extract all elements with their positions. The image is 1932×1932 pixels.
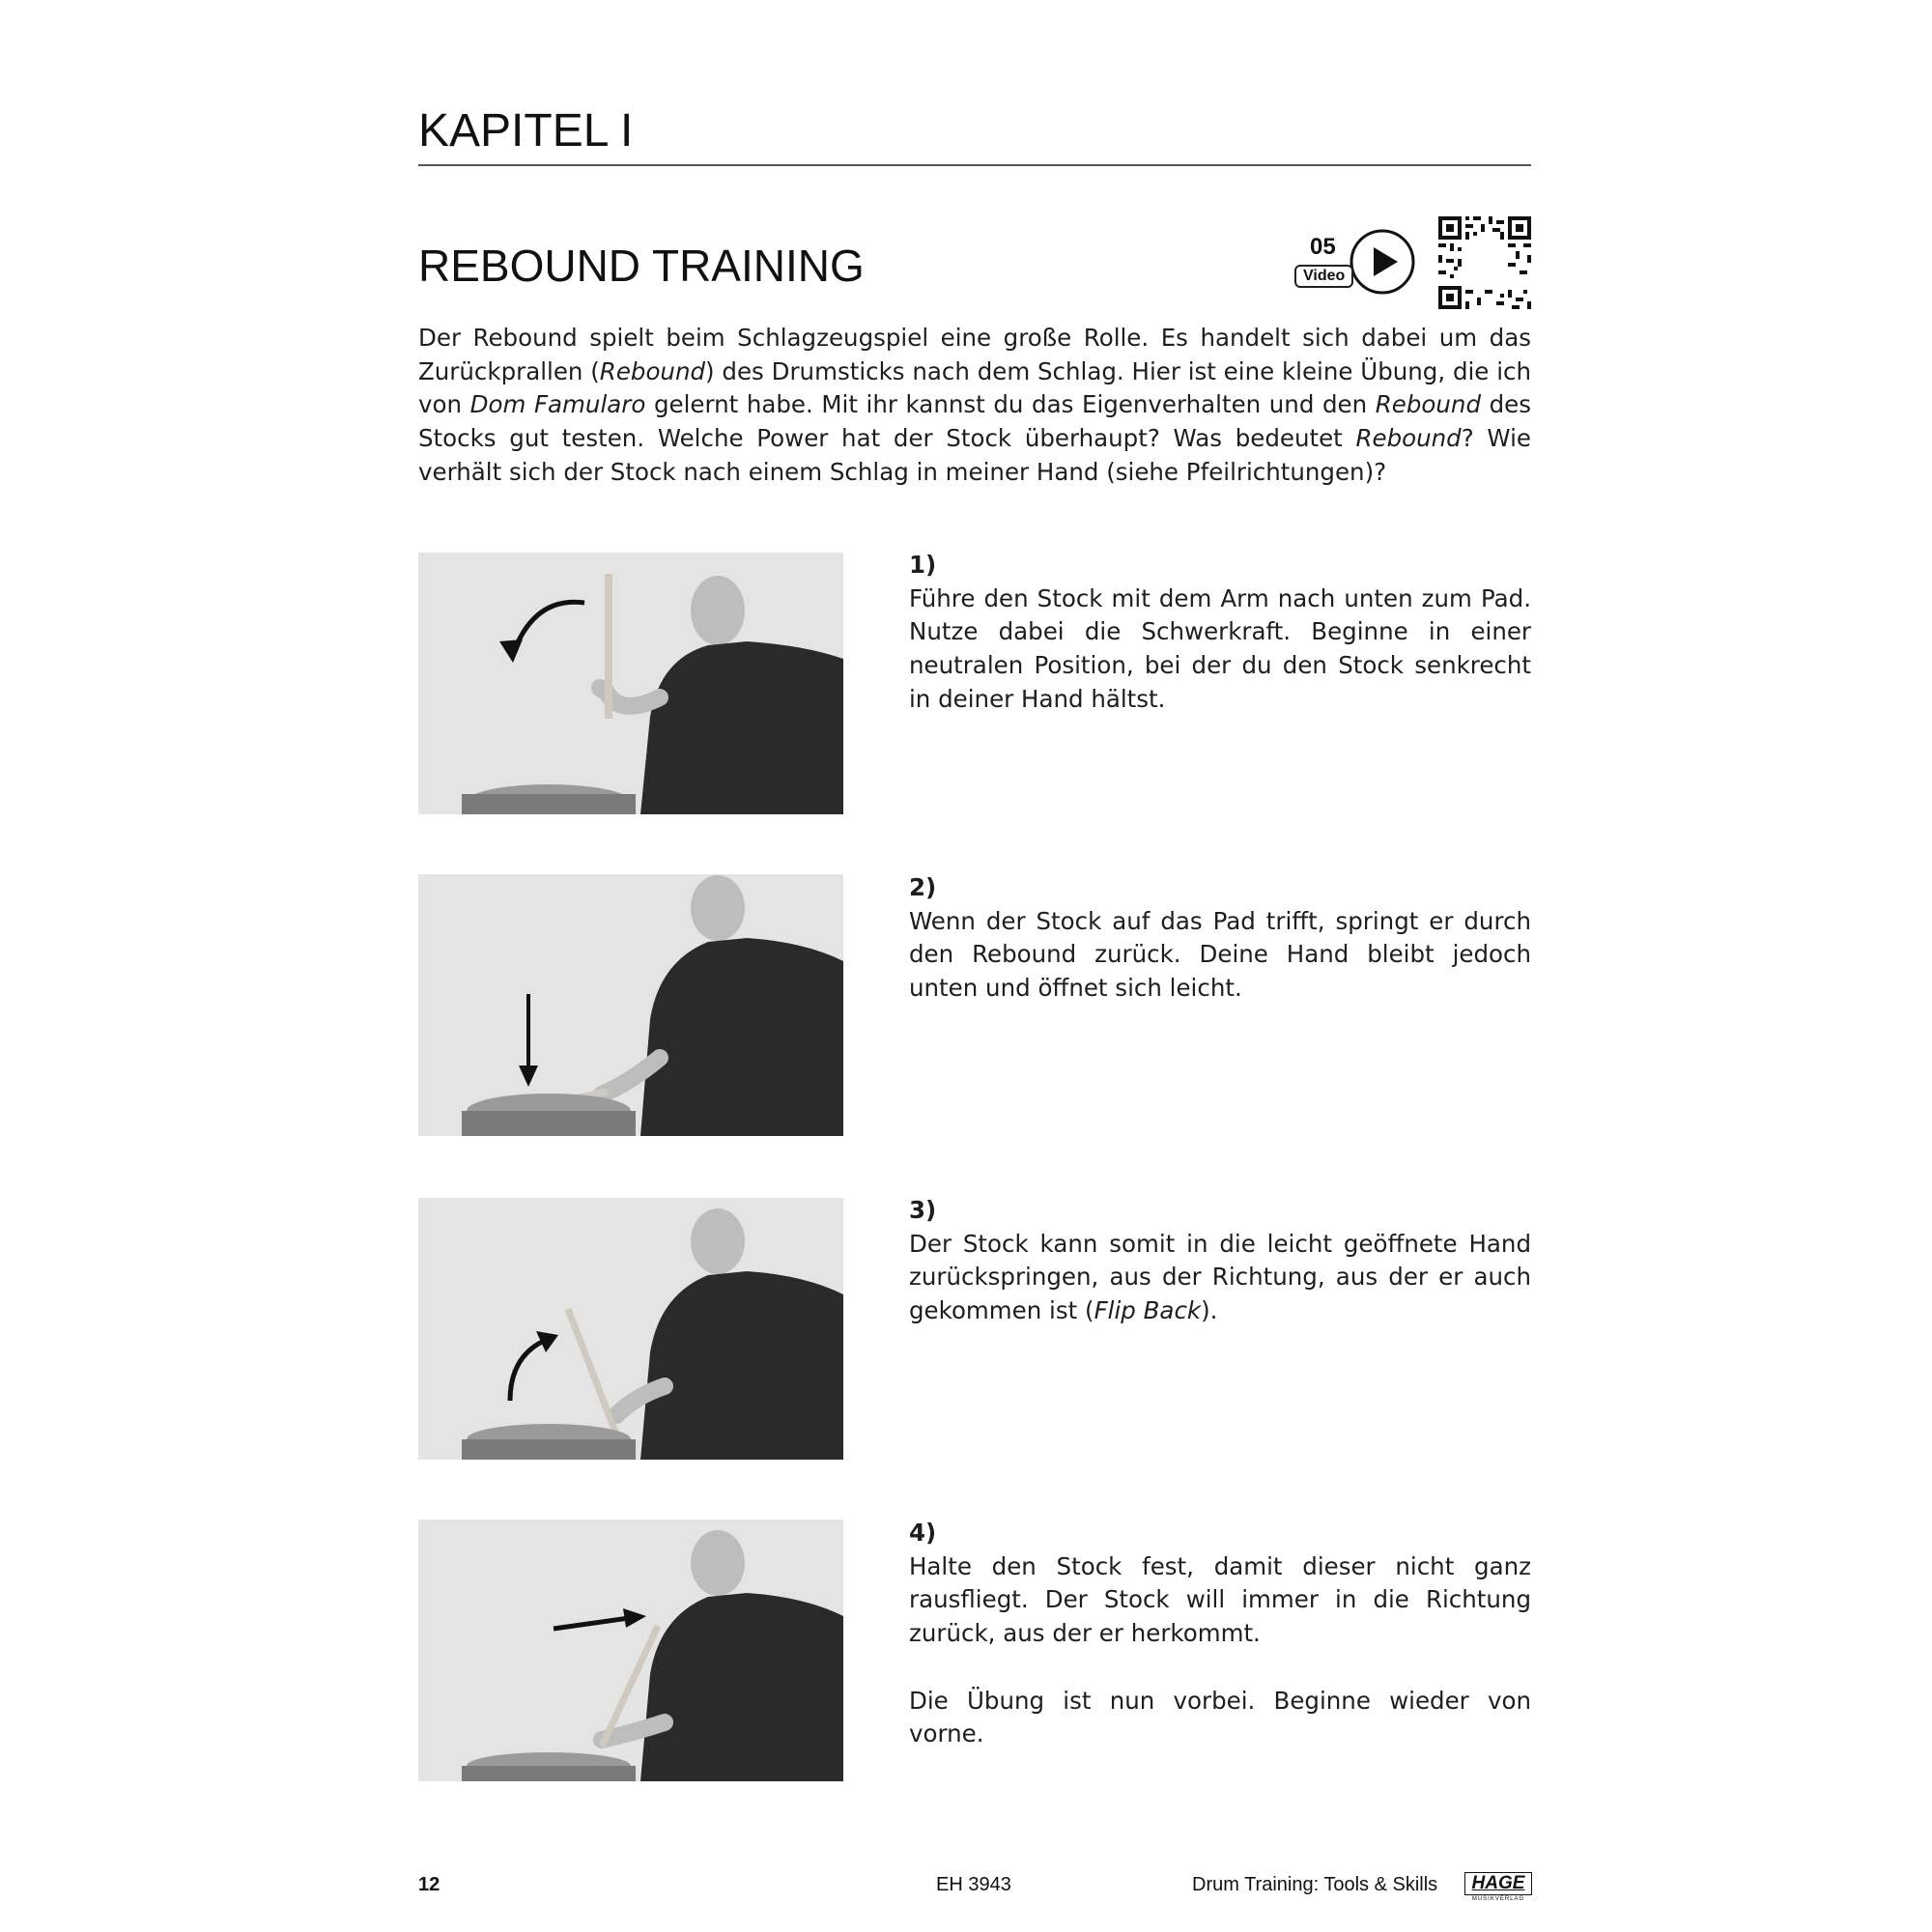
publisher-name: HAGE xyxy=(1464,1872,1532,1895)
intro-text: gelernt habe. Mit ihr kannst du das Eigenverhalten und den xyxy=(645,390,1376,419)
catalog-number: EH 3943 xyxy=(936,1874,1011,1895)
step-photo-3 xyxy=(418,1198,843,1460)
intro-term-rebound: Rebound xyxy=(1355,424,1462,453)
video-badge[interactable] xyxy=(1294,228,1420,301)
book-title: Drum Training: Tools & Skills xyxy=(1192,1874,1438,1895)
step-text-3 xyxy=(909,1230,1531,1324)
intro-text: ) des Drumsticks nach dem Schlag. Hier ist eine kleine Übung, die ich von xyxy=(418,356,1531,419)
intro-term-rebound: Rebound xyxy=(1375,390,1481,419)
intro-text: ? Wie verhält sich der Stock nach einem Schlag in meiner Hand (siehe Pfeilrichtungen)? xyxy=(418,424,1531,486)
drummer-photo-1 xyxy=(418,553,843,814)
video-label: Video xyxy=(1294,265,1353,288)
video-number: 05 xyxy=(1310,234,1336,260)
section-title: REBOUND TRAINING xyxy=(418,241,865,291)
step-term-flip-back: Flip Back xyxy=(1094,1296,1202,1325)
step-text-3a: Der Stock kann somit in die leicht geöffnete Hand zurückspringen, aus der Richtung, aus der er auch gekommen ist ( xyxy=(909,1229,1531,1325)
publisher-subtitle: MUSIKVERLAG xyxy=(1471,1896,1525,1902)
intro-text: des Stocks gut testen. Welche Power hat der Stock überhaupt? Was bedeutet xyxy=(418,390,1531,453)
step-number-3: 3) xyxy=(909,1196,937,1224)
drummer-photo-3 xyxy=(418,1198,843,1460)
step-number-4: 4) xyxy=(909,1519,937,1547)
step-text-3c: ). xyxy=(1201,1296,1218,1325)
step-number-2: 2) xyxy=(909,873,937,901)
step-closing-note: Die Übung ist nun vorbei. Beginne wieder von vorne. xyxy=(909,1686,1531,1748)
drummer-photo-2 xyxy=(418,874,843,1136)
step-text-2: Wenn der Stock auf das Pad trifft, springt er durch den Rebound zurück. Deine Hand bleibt jedoch unten und öffnet sich leicht. xyxy=(909,906,1531,1003)
step-2 xyxy=(909,871,1531,1006)
page-number: 12 xyxy=(418,1874,440,1895)
publisher-logo xyxy=(1464,1872,1532,1903)
intro-paragraph xyxy=(418,322,1531,490)
step-number-1: 1) xyxy=(909,551,937,579)
drummer-photo-4 xyxy=(418,1520,843,1781)
step-photo-4 xyxy=(418,1520,843,1781)
play-icon[interactable] xyxy=(1349,228,1416,296)
qr-code-icon[interactable] xyxy=(1438,216,1531,309)
intro-term-rebound: Rebound xyxy=(599,356,706,385)
step-4 xyxy=(909,1517,1531,1751)
chapter-title: KAPITEL I xyxy=(418,105,634,156)
step-text-4: Halte den Stock fest, damit dieser nicht ganz rausfliegt. Der Stock will immer in die Richtung zurück, aus der er herkommt. xyxy=(909,1551,1531,1648)
intro-text: Der Rebound spielt beim Schlagzeugspiel eine große Rolle. Es handelt sich dabei um das Zurückprallen ( xyxy=(418,324,1531,385)
intro-name-dom-famularo: Dom Famularo xyxy=(469,390,646,419)
step-1 xyxy=(909,549,1531,717)
step-photo-1 xyxy=(418,553,843,814)
step-photo-2 xyxy=(418,874,843,1136)
step-text-1: Führe den Stock mit dem Arm nach unten zum Pad. Nutze dabei die Schwerkraft. Beginne in einer neutralen Position, bei der du den Stock senkrecht in deiner Hand hältst. xyxy=(909,583,1531,713)
step-3 xyxy=(909,1194,1531,1328)
chapter-divider xyxy=(418,164,1531,166)
